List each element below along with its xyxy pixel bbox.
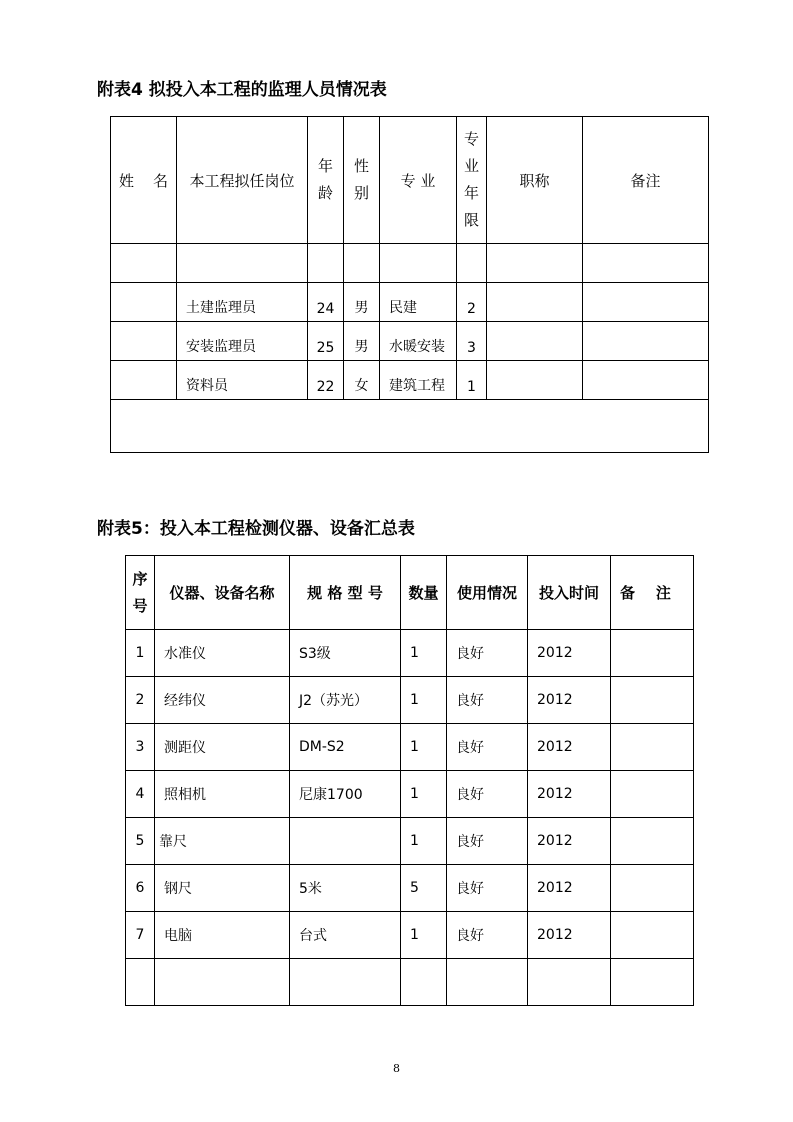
cell-age: 22 (308, 361, 344, 400)
cell-seq: 1 (126, 630, 155, 677)
cell-qty: 1 (401, 677, 447, 724)
header-years: 专 业 年 限 (457, 117, 487, 244)
cell-time: 2012 (528, 912, 611, 959)
cell-remark (583, 361, 709, 400)
header-status: 使用情况 (447, 556, 528, 630)
cell-gender: 男 (344, 283, 380, 322)
cell-gender (344, 244, 380, 283)
cell-spec: 5米 (290, 865, 401, 912)
table-row (111, 361, 709, 400)
cell-equipment-name: 照相机 (155, 771, 290, 818)
cell-time (528, 959, 611, 1006)
table-row (126, 912, 694, 959)
header-remark: 备 注 (611, 556, 694, 630)
cell-qty: 5 (401, 865, 447, 912)
page-number: 8 (393, 1062, 400, 1075)
cell-remark (611, 771, 694, 818)
cell-qty: 1 (401, 724, 447, 771)
table-row (111, 283, 709, 322)
cell-seq: 5 (126, 818, 155, 865)
header-spec: 规 格 型 号 (290, 556, 401, 630)
header-equipment-name: 仪器、设备名称 (155, 556, 290, 630)
header-time: 投入时间 (528, 556, 611, 630)
cell-status (447, 959, 528, 1006)
table4-header-row (111, 117, 709, 244)
cell-name (111, 361, 177, 400)
table-row (126, 677, 694, 724)
cell-equipment-name: 靠尺 (155, 818, 290, 865)
table-row (111, 244, 709, 283)
cell-remark (583, 244, 709, 283)
cell-status: 良好 (447, 865, 528, 912)
cell-seq: 7 (126, 912, 155, 959)
cell-spec: J2（苏光） (290, 677, 401, 724)
table4-title: 附表4 拟投入本工程的监理人员情况表 (97, 80, 387, 100)
cell-time: 2012 (528, 630, 611, 677)
cell-status: 良好 (447, 630, 528, 677)
cell-title (487, 361, 583, 400)
cell-seq: 2 (126, 677, 155, 724)
personnel-table (110, 116, 709, 453)
cell-name (111, 244, 177, 283)
cell-status: 良好 (447, 818, 528, 865)
cell-time: 2012 (528, 724, 611, 771)
cell-major: 民建 (380, 283, 457, 322)
cell-title (487, 283, 583, 322)
cell-years: 2 (457, 283, 487, 322)
cell-spec: 台式 (290, 912, 401, 959)
equipment-table (125, 555, 694, 1006)
table5-title: 附表5：投入本工程检测仪器、设备汇总表 (97, 519, 415, 539)
cell-status: 良好 (447, 677, 528, 724)
header-remark: 备注 (583, 117, 709, 244)
cell-time: 2012 (528, 865, 611, 912)
header-qty: 数量 (401, 556, 447, 630)
cell-remark (611, 630, 694, 677)
table-row (126, 818, 694, 865)
cell-major: 建筑工程 (380, 361, 457, 400)
cell-years (457, 244, 487, 283)
cell-qty: 1 (401, 912, 447, 959)
cell-age: 24 (308, 283, 344, 322)
cell-post: 安装监理员 (177, 322, 308, 361)
cell-post: 资料员 (177, 361, 308, 400)
table-row (126, 771, 694, 818)
cell-name (111, 283, 177, 322)
cell-equipment-name: 电脑 (155, 912, 290, 959)
cell-equipment-name (155, 959, 290, 1006)
table5-header-row (126, 556, 694, 630)
cell-qty: 1 (401, 818, 447, 865)
table-row-empty (111, 400, 709, 453)
cell-name (111, 322, 177, 361)
cell-spec: S3级 (290, 630, 401, 677)
cell-age (308, 244, 344, 283)
cell-status: 良好 (447, 724, 528, 771)
cell-remark (611, 959, 694, 1006)
header-major: 专 业 (380, 117, 457, 244)
header-title: 职称 (487, 117, 583, 244)
cell-equipment-name: 水准仪 (155, 630, 290, 677)
cell-spec (290, 818, 401, 865)
cell-status: 良好 (447, 771, 528, 818)
cell-major: 水暖安装 (380, 322, 457, 361)
cell-equipment-name: 测距仪 (155, 724, 290, 771)
cell-years: 1 (457, 361, 487, 400)
cell-equipment-name: 钢尺 (155, 865, 290, 912)
cell-qty: 1 (401, 771, 447, 818)
cell-post (177, 244, 308, 283)
cell-qty (401, 959, 447, 1006)
cell-gender: 男 (344, 322, 380, 361)
header-post: 本工程拟任岗位 (177, 117, 308, 244)
header-name: 姓 名 (111, 117, 177, 244)
cell-remark (611, 865, 694, 912)
cell-age: 25 (308, 322, 344, 361)
cell-remark (611, 677, 694, 724)
cell-major (380, 244, 457, 283)
table-row (111, 322, 709, 361)
header-gender: 性 别 (344, 117, 380, 244)
cell-spec: DM-S2 (290, 724, 401, 771)
cell-title (487, 322, 583, 361)
cell-remark (611, 818, 694, 865)
cell-gender: 女 (344, 361, 380, 400)
cell-remark (611, 724, 694, 771)
header-seq: 序 号 (126, 556, 155, 630)
cell-seq: 3 (126, 724, 155, 771)
cell-equipment-name: 经纬仪 (155, 677, 290, 724)
cell-remark (611, 912, 694, 959)
cell-seq: 6 (126, 865, 155, 912)
cell-title (487, 244, 583, 283)
cell-qty: 1 (401, 630, 447, 677)
cell-post: 土建监理员 (177, 283, 308, 322)
table-row (126, 724, 694, 771)
cell-seq: 4 (126, 771, 155, 818)
cell-spec: 尼康1700 (290, 771, 401, 818)
cell-time: 2012 (528, 818, 611, 865)
header-age: 年 龄 (308, 117, 344, 244)
merged-empty-cell (111, 400, 709, 453)
cell-years: 3 (457, 322, 487, 361)
cell-remark (583, 322, 709, 361)
table-row (126, 630, 694, 677)
cell-remark (583, 283, 709, 322)
cell-time: 2012 (528, 771, 611, 818)
table-row (126, 865, 694, 912)
cell-spec (290, 959, 401, 1006)
cell-status: 良好 (447, 912, 528, 959)
cell-seq (126, 959, 155, 1006)
cell-time: 2012 (528, 677, 611, 724)
table-row-empty (126, 959, 694, 1006)
